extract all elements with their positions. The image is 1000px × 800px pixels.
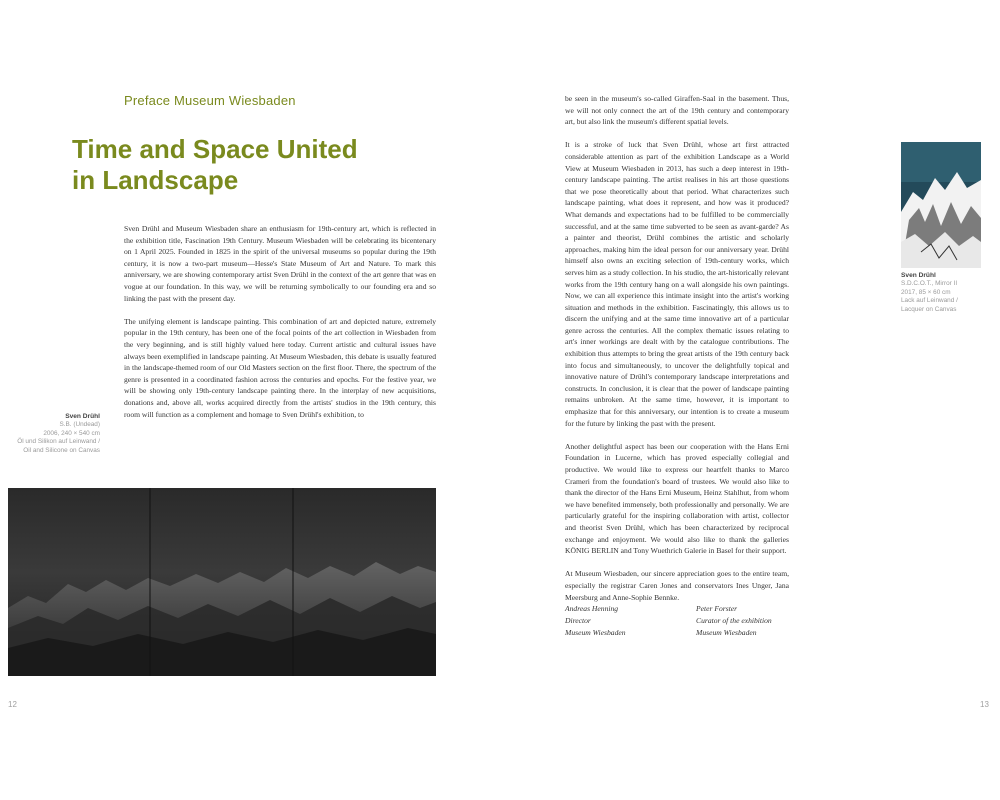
artwork-side-image — [901, 142, 981, 268]
paragraph: It is a stroke of luck that Sven Drühl, whose art first attracted considerable attention as part of the exhibition Landscape as a World View at Museum Wiesbaden in 2013, has such a deep interest in 19th-century landscape painting. The artist realises in his art those questions that we pose theoretically about that period. What characterizes such landscape painting, what does it represent, and how was it produced? What demands and expectations had to be fulfilled to be commercially successful, and at the same time subverted to be seen as avant-garde? As a painter and theorist, Drühl combines the artistic and scholarly approaches, making him the ideal person for our anniversary year. Drühl himself also owns an exciting selection of 19th-century works, which serves him as a study collection. In his studio, the art-historically relevant works from the 19th century hang on a wall alongside his own paintings. Now, we can all experience this intimate insight into the artist's working situation and methods in the exhibition. Fascinatingly, this allows us to discern the unifying and at the same time innovative art of a particular genre across the centuries. All the complex thematic issues relating to art's inner workings are dealt with by the catalogue contributions. The exhibition thus attempts to bring the great artists of the 19th century back into focus and simultaneously, to uncover the delightfully topical and innovative nature of Drühl's contemporary landscape interpretations and constructs. In conclusion, it is clear that the power of landscape painting remains unbroken. At the same time, however, it is important to emphasize that for this anniversary, our intention is to create a museum for the future by linking the past with the present. — [565, 140, 789, 428]
artwork-main-image — [8, 488, 436, 676]
page-title — [72, 134, 392, 196]
caption-line: S.D.C.O.T., Mirror II — [901, 280, 958, 288]
title-line-1: Time and Space United — [72, 134, 358, 164]
caption-line: Lack auf Leinwand / — [901, 297, 958, 305]
signature-org: Museum Wiesbaden — [696, 628, 757, 637]
right-text-column — [565, 93, 789, 615]
paragraph: Sven Drühl and Museum Wiesbaden share an enthusiasm for 19th-century art, which is reflected in the exhibition title, Fascination 19th Century. Museum Wiesbaden will be celebrating its bicentenary on 1 April 2025. Founded in 1825 in the spirit of the universal museums so popular during the 19th century, it is now a two-part museum—Hesse's State Museum of Art and Nature. To mark this anniversary, we are showing contemporary artist Sven Drühl in the context of the art genre that was en vogue at our foundation. In this way, we will be returning symbolically to our founding era and so linking the past with the present day. — [124, 224, 436, 303]
paragraph: be seen in the museum's so-called Giraffen-Saal in the basement. Thus, we will not only connect the art of the 19th century and contemporary art, but also link the museum's different spatial levels. — [565, 94, 789, 127]
paragraph: The unifying element is landscape painting. This combination of art and depicted nature, extremely popular in the 19th century, has been one of the focal points of the art collection in Wiesbaden from the very beginning, and is still highly valued here today. Current artistic and cultural issues have always been exemplified in landscape painting. At Museum Wiesbaden, this debate is usually featured in the landscape-themed room of our Old Masters section on the first floor. There, the spectrum of the genre is presented in a coordinated fashion across the centuries and epochs. For the festive year, we will be showing only 19th-century landscape painting there. In the interplay of new acquisitions, donations and, above all, works acquired directly from the artists' studios in the 19th century, this room will function as a complement and homage to Sven Drühl's exhibition, to — [124, 316, 436, 419]
kicker: Preface Museum Wiesbaden — [124, 93, 296, 108]
caption-artist: Sven Drühl — [901, 272, 936, 279]
paragraph: At Museum Wiesbaden, our sincere appreciation goes to the entire team, especially the registrar Caren Jones and conservators Ines Unger, Jana Meersburg and Anne-Sophie Bennke. — [565, 569, 789, 602]
artwork-caption-right — [901, 272, 981, 314]
signature-role: Curator of the exhibition — [696, 616, 772, 625]
signature-role: Director — [565, 616, 591, 625]
signature-name: Peter Forster — [696, 604, 738, 613]
left-text-column — [124, 223, 436, 432]
caption-line: S.B. (Undead) — [59, 421, 100, 429]
caption-line: Oil and Silicone on Canvas — [23, 446, 100, 454]
signature-org: Museum Wiesbaden — [565, 628, 626, 637]
caption-line: 2006, 240 × 540 cm — [43, 429, 100, 437]
artwork-caption-left — [8, 413, 100, 455]
caption-line: Lacquer on Canvas — [901, 305, 957, 313]
caption-line: 2017, 85 × 60 cm — [901, 288, 951, 296]
title-line-2: in Landscape — [72, 165, 239, 195]
caption-line: Öl und Silikon auf Leinwand / — [17, 438, 100, 446]
paragraph: Another delightful aspect has been our cooperation with the Hans Erni Foundation in Lucerne, which has proved especially collegial and productive. We would like to express our heartfelt thanks to Marco Crameri from the foundation's board of trustees. We would also like to thank the director of the Hans Erni Museum, Heinz Stahlhut, from whom we have benefited immensely, both professionally and personally. We are particularly grateful for the inspiring collaboration with artist, collector and theorist Sven Drühl, which has been characterized by reciprocal exchange and enjoyment. We would also like to thank the galleries KÖNIG BERLIN and Tony Wuethrich Galerie in Basel for their support. — [565, 441, 789, 556]
signature-director — [565, 603, 685, 639]
page-number-right: 13 — [980, 700, 989, 709]
caption-artist: Sven Drühl — [65, 413, 100, 420]
signature-name: Andreas Henning — [565, 604, 619, 613]
page-number-left: 12 — [8, 700, 17, 709]
signature-curator — [696, 603, 826, 639]
